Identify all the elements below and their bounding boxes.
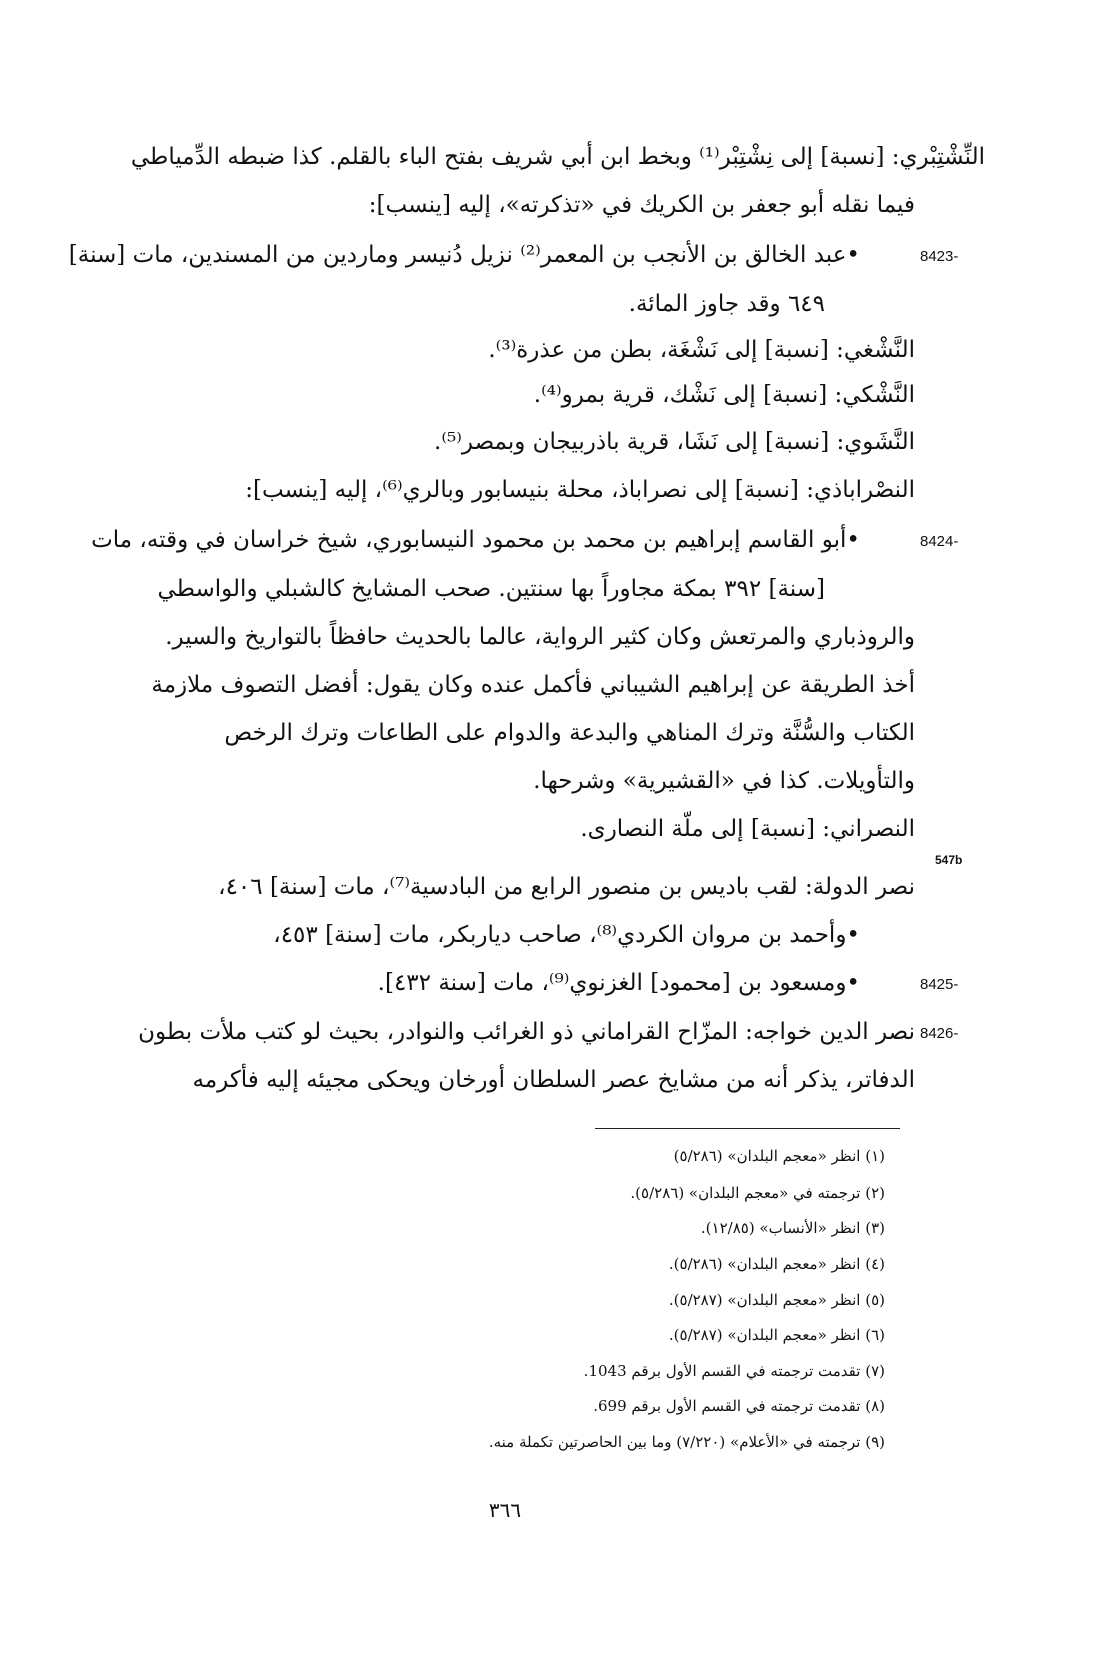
footnote: (٩) ترجمته في «الأعلام» (٧/٢٢٠) وما بين الحاصرتين تكملة منه. xyxy=(488,1433,885,1451)
text-line: النصْراباذي: [نسبة] إلى نصراباذ، محلة بنيسابور وبالري⁽⁶⁾، إليه [ينسب]: xyxy=(245,477,915,503)
entry-number: 8424- xyxy=(920,533,959,550)
manuscript-folio-mark: 547b xyxy=(935,853,963,867)
footnote: (٢) ترجمته في «معجم البلدان» (٥/٢٨٦). xyxy=(630,1184,885,1202)
text-line: والتأويلات. كذا في «القشيرية» وشرحها. xyxy=(533,768,915,794)
text-line: الكتاب والسُّنَّة وترك المناهي والبدعة والدوام على الطاعات وترك الرخص xyxy=(224,720,915,746)
footnote: (٦) انظر «معجم البلدان» (٥/٢٨٧). xyxy=(668,1326,885,1344)
text-line: •عبد الخالق بن الأنجب بن المعمر⁽²⁾ نزيل دُنيسر وماردين من المسندين، مات [سنة] xyxy=(68,242,860,268)
footnote-separator xyxy=(595,1128,900,1129)
text-line: النصراني: [نسبة] إلى ملّة النصارى. xyxy=(580,816,915,842)
text-line: [سنة] ٣٩٢ بمكة مجاوراً بها سنتين. صحب المشايخ كالشبلي والواسطي xyxy=(157,576,825,602)
text-line: •أبو القاسم إبراهيم بن محمد بن محمود النيسابوري، شيخ خراسان في وقته، مات xyxy=(91,527,860,553)
entry-number: 8426- xyxy=(920,1025,959,1042)
footnote: (٣) انظر «الأنساب» (١٢/٨٥). xyxy=(700,1219,885,1237)
footnote: (٥) انظر «معجم البلدان» (٥/٢٨٧). xyxy=(668,1291,885,1309)
entry-number: 8423- xyxy=(920,248,959,265)
text-line: •ومسعود بن [محمود] الغزنوي⁽⁹⁾، مات [سنة ٤٣٢]. xyxy=(377,970,860,996)
text-line: النَّشَوي: [نسبة] إلى نَشَا، قرية باذربيجان وبمصر⁽⁵⁾. xyxy=(434,429,915,455)
text-line: أخذ الطريقة عن إبراهيم الشيباني فأكمل عنده وكان يقول: أفضل التصوف ملازمة xyxy=(151,672,915,698)
text-line: نصر الدين خواجه: المزّاح القراماني ذو الغرائب والنوادر، بحيث لو كتب ملأت بطون xyxy=(138,1019,915,1045)
text-line: ٦٤٩ وقد جاوز المائة. xyxy=(628,291,825,317)
text-line: النِّشْتِبْري: [نسبة] إلى نِشْتِبْر⁽¹⁾ وبخط ابن أبي شريف بفتح الباء بالقلم. كذا ضبطه الدِّمياطي xyxy=(130,144,985,170)
footnote: (٤) انظر «معجم البلدان» (٥/٢٨٦). xyxy=(668,1255,885,1273)
page-number: ٣٦٦ xyxy=(488,1498,522,1522)
footnote: (١) انظر «معجم البلدان» (٥/٢٨٦) xyxy=(673,1147,885,1165)
entry-number: 8425- xyxy=(920,976,959,993)
text-line: فيما نقله أبو جعفر بن الكريك في «تذكرته»، إليه [ينسب]: xyxy=(368,192,915,218)
text-line: نصر الدولة: لقب باديس بن منصور الرابع من البادسية⁽⁷⁾، مات [سنة] ٤٠٦، xyxy=(218,874,915,900)
text-line: النَّشْغي: [نسبة] إلى نَشْغَة، بطن من عذرة⁽³⁾. xyxy=(488,337,915,363)
text-line: والروذباري والمرتعش وكان كثير الرواية، عالما بالحديث حافظاً بالتواريخ والسير. xyxy=(165,624,915,650)
footnote: (٧) تقدمت ترجمته في القسم الأول برقم 1043. xyxy=(583,1362,885,1380)
text-line: •وأحمد بن مروان الكردي⁽⁸⁾، صاحب دياربكر، مات [سنة] ٤٥٣، xyxy=(273,922,860,948)
text-line: النَّشْكي: [نسبة] إلى نَشْك، قرية بمرو⁽⁴⁾. xyxy=(533,382,915,408)
text-line: الدفاتر، يذكر أنه من مشايخ عصر السلطان أورخان ويحكى مجيئه إليه فأكرمه xyxy=(192,1067,915,1093)
footnote: (٨) تقدمت ترجمته في القسم الأول برقم 699. xyxy=(593,1397,885,1415)
